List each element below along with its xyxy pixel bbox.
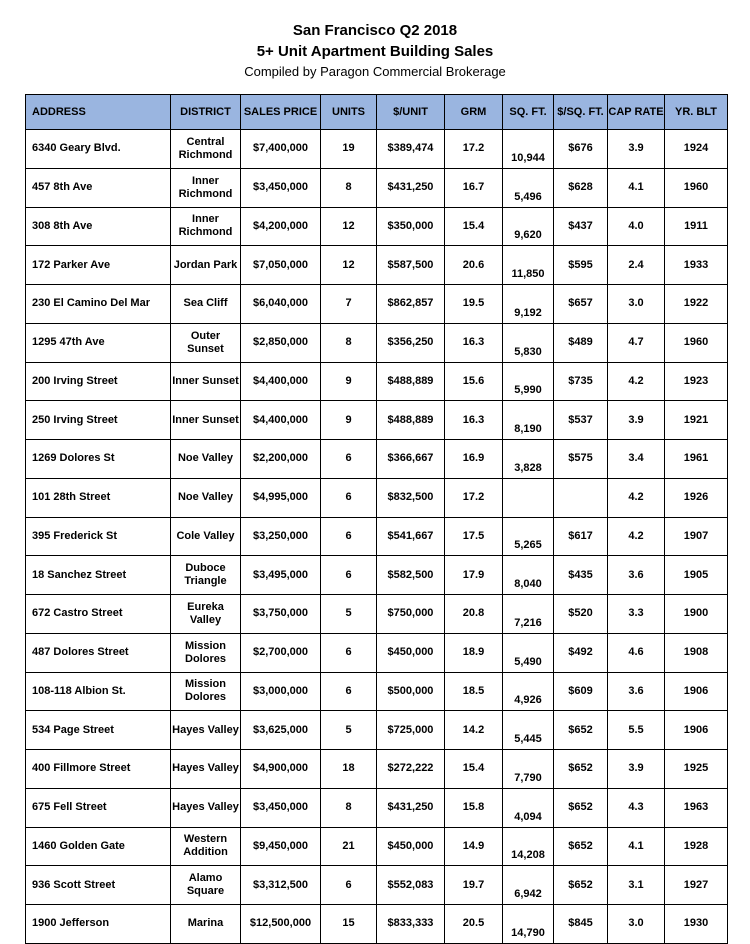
cell-cap-rate: 3.6 (608, 672, 665, 711)
cell-address: 395 Frederick St (26, 517, 171, 556)
cell-sales-price: $3,750,000 (241, 595, 321, 634)
cell-grm: 19.7 (445, 866, 503, 905)
cell-sales-price: $4,400,000 (241, 401, 321, 440)
cell-address: 672 Castro Street (26, 595, 171, 634)
report-title: San Francisco Q2 2018 (292, 22, 458, 39)
cell-price-per-unit: $750,000 (377, 595, 445, 634)
cell-units: 8 (321, 788, 377, 827)
cell-sales-price: $3,250,000 (241, 517, 321, 556)
cell-cap-rate: 4.2 (608, 362, 665, 401)
cell-units: 9 (321, 362, 377, 401)
cell-cap-rate: 3.9 (608, 401, 665, 440)
cell-address: 308 8th Ave (26, 207, 171, 246)
report-compiled-by: Compiled by Paragon Commercial Brokerage (244, 64, 506, 79)
cell-cap-rate: 3.0 (608, 285, 665, 324)
cell-sq-ft: 6,942 (503, 866, 554, 905)
table-row (26, 711, 728, 750)
cell-cap-rate: 3.6 (608, 556, 665, 595)
cell-sq-ft: 5,496 (503, 168, 554, 207)
cell-district: Marina (171, 905, 241, 944)
cell-district: Western Addition (171, 827, 241, 866)
cell-sq-ft: 11,850 (503, 246, 554, 285)
cell-district: Outer Sunset (171, 323, 241, 362)
table-row (26, 517, 728, 556)
cell-price-per-sq-ft (554, 478, 608, 517)
table-row (26, 246, 728, 285)
cell-grm: 16.9 (445, 440, 503, 479)
cell-cap-rate: 3.4 (608, 440, 665, 479)
table-row (26, 750, 728, 789)
cell-address: 457 8th Ave (26, 168, 171, 207)
cell-year-built: 1933 (665, 246, 728, 285)
column-header-price-per-sq-ft: $/SQ. FT. (554, 95, 608, 130)
cell-price-per-sq-ft: $437 (554, 207, 608, 246)
cell-units: 19 (321, 130, 377, 169)
table-row (26, 323, 728, 362)
cell-grm: 20.5 (445, 905, 503, 944)
cell-year-built: 1900 (665, 595, 728, 634)
cell-sq-ft: 9,620 (503, 207, 554, 246)
cell-address: 200 Irving Street (26, 362, 171, 401)
cell-grm: 14.9 (445, 827, 503, 866)
cell-cap-rate: 3.9 (608, 750, 665, 789)
cell-grm: 19.5 (445, 285, 503, 324)
cell-grm: 15.4 (445, 750, 503, 789)
cell-address: 250 Irving Street (26, 401, 171, 440)
cell-price-per-sq-ft: $652 (554, 866, 608, 905)
cell-year-built: 1930 (665, 905, 728, 944)
cell-price-per-sq-ft: $520 (554, 595, 608, 634)
cell-cap-rate: 4.1 (608, 168, 665, 207)
cell-cap-rate: 3.0 (608, 905, 665, 944)
column-header-grm: GRM (445, 95, 503, 130)
table-row (26, 633, 728, 672)
cell-units: 6 (321, 517, 377, 556)
table-row (26, 672, 728, 711)
cell-price-per-unit: $587,500 (377, 246, 445, 285)
table-row (26, 130, 728, 169)
cell-year-built: 1928 (665, 827, 728, 866)
column-header-sq-ft: SQ. FT. (503, 95, 554, 130)
cell-sales-price: $9,450,000 (241, 827, 321, 866)
cell-sq-ft: 5,445 (503, 711, 554, 750)
cell-address: 230 El Camino Del Mar (26, 285, 171, 324)
cell-district: Duboce Triangle (171, 556, 241, 595)
cell-sq-ft: 8,040 (503, 556, 554, 595)
cell-sq-ft: 4,926 (503, 672, 554, 711)
cell-cap-rate: 4.7 (608, 323, 665, 362)
cell-sales-price: $3,000,000 (241, 672, 321, 711)
column-header-address: ADDRESS (26, 95, 171, 130)
cell-grm: 16.3 (445, 401, 503, 440)
column-header-year-built: YR. BLT (665, 95, 728, 130)
cell-year-built: 1925 (665, 750, 728, 789)
cell-district: Inner Sunset (171, 401, 241, 440)
cell-price-per-unit: $389,474 (377, 130, 445, 169)
cell-price-per-sq-ft: $652 (554, 711, 608, 750)
cell-address: 675 Fell Street (26, 788, 171, 827)
cell-sq-ft: 5,490 (503, 633, 554, 672)
cell-sq-ft: 8,190 (503, 401, 554, 440)
table-row (26, 207, 728, 246)
report-subtitle: 5+ Unit Apartment Building Sales (256, 43, 494, 60)
cell-price-per-sq-ft: $676 (554, 130, 608, 169)
cell-district: Sea Cliff (171, 285, 241, 324)
cell-price-per-sq-ft: $657 (554, 285, 608, 324)
cell-sales-price: $3,450,000 (241, 168, 321, 207)
cell-units: 5 (321, 711, 377, 750)
cell-price-per-sq-ft: $845 (554, 905, 608, 944)
cell-sales-price: $12,500,000 (241, 905, 321, 944)
cell-sales-price: $7,400,000 (241, 130, 321, 169)
cell-cap-rate: 2.4 (608, 246, 665, 285)
cell-year-built: 1922 (665, 285, 728, 324)
cell-grm: 20.8 (445, 595, 503, 634)
cell-units: 12 (321, 207, 377, 246)
cell-cap-rate: 4.2 (608, 478, 665, 517)
cell-district: Hayes Valley (171, 711, 241, 750)
cell-cap-rate: 3.9 (608, 130, 665, 169)
cell-units: 21 (321, 827, 377, 866)
cell-price-per-unit: $862,857 (377, 285, 445, 324)
cell-year-built: 1923 (665, 362, 728, 401)
cell-sq-ft: 5,265 (503, 517, 554, 556)
cell-units: 5 (321, 595, 377, 634)
cell-address: 1269 Dolores St (26, 440, 171, 479)
cell-district: Noe Valley (171, 440, 241, 479)
cell-sales-price: $2,850,000 (241, 323, 321, 362)
cell-price-per-unit: $725,000 (377, 711, 445, 750)
cell-year-built: 1924 (665, 130, 728, 169)
cell-sales-price: $4,400,000 (241, 362, 321, 401)
table-row (26, 401, 728, 440)
cell-cap-rate: 4.3 (608, 788, 665, 827)
cell-sq-ft (503, 478, 554, 517)
cell-district: Mission Dolores (171, 672, 241, 711)
cell-year-built: 1961 (665, 440, 728, 479)
cell-district: Mission Dolores (171, 633, 241, 672)
cell-sales-price: $2,700,000 (241, 633, 321, 672)
table-row (26, 827, 728, 866)
cell-sales-price: $3,625,000 (241, 711, 321, 750)
cell-price-per-sq-ft: $492 (554, 633, 608, 672)
cell-price-per-unit: $356,250 (377, 323, 445, 362)
cell-sq-ft: 7,790 (503, 750, 554, 789)
cell-grm: 15.8 (445, 788, 503, 827)
cell-district: Inner Richmond (171, 207, 241, 246)
table-row (26, 285, 728, 324)
table-row (26, 788, 728, 827)
cell-units: 8 (321, 168, 377, 207)
cell-sales-price: $3,495,000 (241, 556, 321, 595)
cell-district: Hayes Valley (171, 750, 241, 789)
cell-price-per-sq-ft: $735 (554, 362, 608, 401)
cell-price-per-sq-ft: $628 (554, 168, 608, 207)
cell-grm: 20.6 (445, 246, 503, 285)
cell-price-per-unit: $488,889 (377, 401, 445, 440)
cell-price-per-sq-ft: $652 (554, 827, 608, 866)
cell-district: Central Richmond (171, 130, 241, 169)
table-row (26, 556, 728, 595)
table-row (26, 905, 728, 944)
cell-price-per-unit: $500,000 (377, 672, 445, 711)
cell-units: 6 (321, 556, 377, 595)
table-row (26, 168, 728, 207)
cell-district: Inner Richmond (171, 168, 241, 207)
cell-price-per-sq-ft: $595 (554, 246, 608, 285)
cell-units: 6 (321, 440, 377, 479)
cell-year-built: 1921 (665, 401, 728, 440)
cell-sq-ft: 14,790 (503, 905, 554, 944)
cell-grm: 18.5 (445, 672, 503, 711)
cell-address: 1460 Golden Gate (26, 827, 171, 866)
cell-grm: 17.2 (445, 130, 503, 169)
cell-district: Hayes Valley (171, 788, 241, 827)
cell-district: Noe Valley (171, 478, 241, 517)
cell-price-per-unit: $450,000 (377, 827, 445, 866)
table-row (26, 595, 728, 634)
cell-address: 18 Sanchez Street (26, 556, 171, 595)
cell-price-per-unit: $450,000 (377, 633, 445, 672)
cell-price-per-unit: $832,500 (377, 478, 445, 517)
cell-sales-price: $3,450,000 (241, 788, 321, 827)
cell-sales-price: $7,050,000 (241, 246, 321, 285)
table-row (26, 866, 728, 905)
cell-units: 15 (321, 905, 377, 944)
cell-grm: 16.7 (445, 168, 503, 207)
table-row (26, 362, 728, 401)
cell-units: 6 (321, 478, 377, 517)
column-header-district: DISTRICT (171, 95, 241, 130)
cell-price-per-sq-ft: $537 (554, 401, 608, 440)
cell-price-per-unit: $541,667 (377, 517, 445, 556)
cell-sq-ft: 7,216 (503, 595, 554, 634)
cell-address: 6340 Geary Blvd. (26, 130, 171, 169)
cell-sales-price: $3,312,500 (241, 866, 321, 905)
cell-district: Inner Sunset (171, 362, 241, 401)
cell-address: 101 28th Street (26, 478, 171, 517)
cell-units: 12 (321, 246, 377, 285)
cell-sq-ft: 9,192 (503, 285, 554, 324)
cell-year-built: 1906 (665, 672, 728, 711)
cell-sales-price: $2,200,000 (241, 440, 321, 479)
cell-units: 7 (321, 285, 377, 324)
table-row (26, 478, 728, 517)
header-row (26, 95, 728, 130)
cell-units: 6 (321, 672, 377, 711)
cell-price-per-unit: $833,333 (377, 905, 445, 944)
cell-price-per-sq-ft: $435 (554, 556, 608, 595)
cell-cap-rate: 4.1 (608, 827, 665, 866)
cell-grm: 16.3 (445, 323, 503, 362)
cell-year-built: 1906 (665, 711, 728, 750)
cell-year-built: 1908 (665, 633, 728, 672)
cell-district: Jordan Park (171, 246, 241, 285)
cell-grm: 17.9 (445, 556, 503, 595)
column-header-cap-rate: CAP RATE (608, 95, 665, 130)
cell-sales-price: $4,200,000 (241, 207, 321, 246)
cell-price-per-sq-ft: $575 (554, 440, 608, 479)
cell-year-built: 1911 (665, 207, 728, 246)
cell-price-per-sq-ft: $652 (554, 750, 608, 789)
cell-sales-price: $4,900,000 (241, 750, 321, 789)
cell-address: 108-118 Albion St. (26, 672, 171, 711)
cell-price-per-unit: $366,667 (377, 440, 445, 479)
cell-units: 18 (321, 750, 377, 789)
cell-year-built: 1907 (665, 517, 728, 556)
cell-grm: 18.9 (445, 633, 503, 672)
cell-price-per-unit: $350,000 (377, 207, 445, 246)
cell-address: 1900 Jefferson (26, 905, 171, 944)
table-row (26, 440, 728, 479)
cell-sq-ft: 5,990 (503, 362, 554, 401)
cell-price-per-unit: $431,250 (377, 168, 445, 207)
cell-price-per-sq-ft: $652 (554, 788, 608, 827)
cell-district: Alamo Square (171, 866, 241, 905)
cell-sales-price: $4,995,000 (241, 478, 321, 517)
cell-year-built: 1960 (665, 323, 728, 362)
cell-sq-ft: 4,094 (503, 788, 554, 827)
cell-year-built: 1926 (665, 478, 728, 517)
cell-district: Cole Valley (171, 517, 241, 556)
cell-cap-rate: 5.5 (608, 711, 665, 750)
column-header-price-per-unit: $/UNIT (377, 95, 445, 130)
cell-year-built: 1960 (665, 168, 728, 207)
cell-price-per-unit: $431,250 (377, 788, 445, 827)
cell-grm: 14.2 (445, 711, 503, 750)
cell-cap-rate: 3.3 (608, 595, 665, 634)
cell-price-per-sq-ft: $617 (554, 517, 608, 556)
cell-sq-ft: 14,208 (503, 827, 554, 866)
cell-sq-ft: 5,830 (503, 323, 554, 362)
column-header-units: UNITS (321, 95, 377, 130)
cell-cap-rate: 4.2 (608, 517, 665, 556)
cell-price-per-sq-ft: $609 (554, 672, 608, 711)
cell-price-per-unit: $582,500 (377, 556, 445, 595)
table-body (26, 130, 728, 944)
cell-address: 172 Parker Ave (26, 246, 171, 285)
cell-year-built: 1927 (665, 866, 728, 905)
cell-address: 936 Scott Street (26, 866, 171, 905)
cell-address: 487 Dolores Street (26, 633, 171, 672)
cell-price-per-unit: $488,889 (377, 362, 445, 401)
cell-units: 6 (321, 633, 377, 672)
cell-address: 1295 47th Ave (26, 323, 171, 362)
cell-cap-rate: 3.1 (608, 866, 665, 905)
cell-price-per-unit: $272,222 (377, 750, 445, 789)
sales-table (25, 94, 728, 944)
cell-sq-ft: 3,828 (503, 440, 554, 479)
column-header-sales-price: SALES PRICE (241, 95, 321, 130)
cell-price-per-unit: $552,083 (377, 866, 445, 905)
cell-grm: 15.4 (445, 207, 503, 246)
cell-grm: 17.2 (445, 478, 503, 517)
cell-cap-rate: 4.6 (608, 633, 665, 672)
cell-cap-rate: 4.0 (608, 207, 665, 246)
cell-address: 534 Page Street (26, 711, 171, 750)
cell-price-per-sq-ft: $489 (554, 323, 608, 362)
cell-units: 6 (321, 866, 377, 905)
cell-grm: 15.6 (445, 362, 503, 401)
cell-address: 400 Fillmore Street (26, 750, 171, 789)
cell-units: 9 (321, 401, 377, 440)
cell-district: Eureka Valley (171, 595, 241, 634)
cell-units: 8 (321, 323, 377, 362)
cell-sales-price: $6,040,000 (241, 285, 321, 324)
cell-grm: 17.5 (445, 517, 503, 556)
cell-sq-ft: 10,944 (503, 130, 554, 169)
cell-year-built: 1963 (665, 788, 728, 827)
cell-year-built: 1905 (665, 556, 728, 595)
